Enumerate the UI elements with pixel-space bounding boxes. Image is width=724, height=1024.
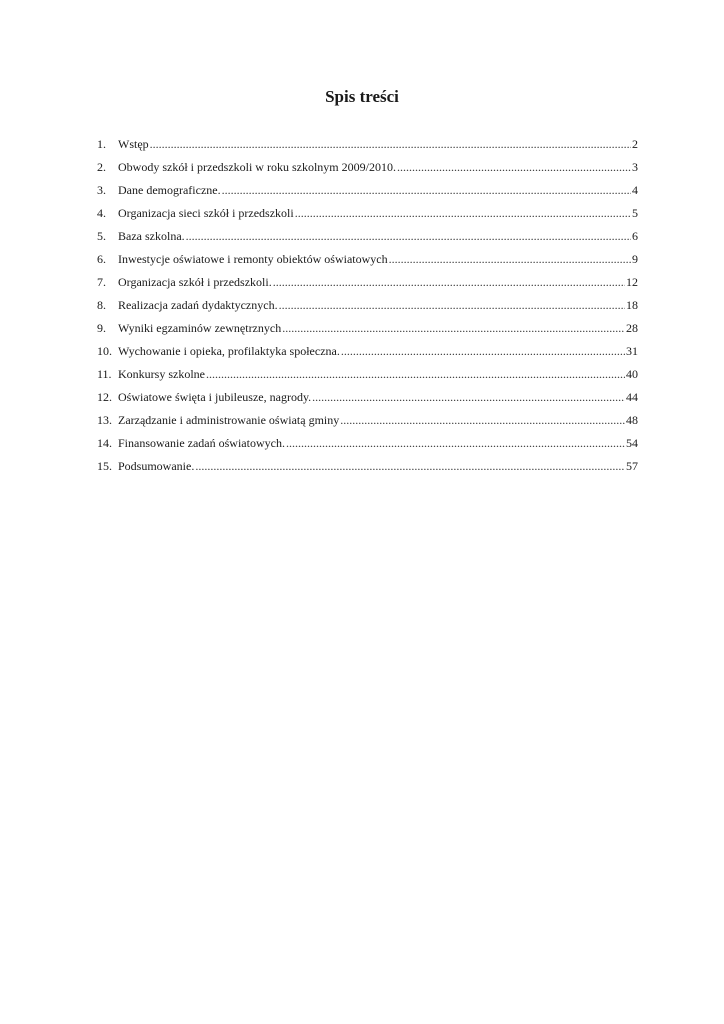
toc-entry-number: 5. [97, 229, 106, 243]
toc-entry-number: 13. [97, 413, 112, 427]
toc-dot-leader [282, 317, 625, 340]
toc-entry-page-number: 57 [626, 459, 638, 473]
toc-entry-title: Konkursy szkolne [118, 367, 205, 381]
toc-entry-page-number: 12 [626, 275, 638, 289]
toc-entry-title: Dane demograficzne. [118, 183, 221, 197]
toc-entry[interactable] [97, 317, 638, 340]
toc-dot-leader [341, 340, 625, 363]
toc-entry[interactable] [97, 133, 638, 156]
toc-entry-page-number: 6 [632, 229, 638, 243]
toc-entry-page-number: 18 [626, 298, 638, 312]
toc-entry[interactable] [97, 340, 638, 363]
toc-entry[interactable] [97, 363, 638, 386]
toc-entry-number: 8. [97, 298, 106, 312]
toc-entry-title: Organizacja sieci szkół i przedszkoli [118, 206, 294, 220]
toc-entry-page-number: 54 [626, 436, 638, 450]
toc-entry-page-number: 31 [626, 344, 638, 358]
toc-dot-leader [389, 248, 631, 271]
toc-entry-number: 10. [97, 344, 112, 358]
table-of-contents [97, 133, 638, 478]
toc-entry-page-number: 40 [626, 367, 638, 381]
toc-entry-title: Obwody szkół i przedszkoli w roku szkolnym 2009/2010. [118, 160, 396, 174]
toc-entry[interactable] [97, 271, 638, 294]
toc-entry-title: Inwestycje oświatowe i remonty obiektów oświatowych [118, 252, 388, 266]
toc-entry-title: Finansowanie zadań oświatowych. [118, 436, 285, 450]
toc-entry-page-number: 5 [632, 206, 638, 220]
toc-dot-leader [295, 202, 631, 225]
toc-entry-number: 1. [97, 137, 106, 151]
toc-entry-page-number: 4 [632, 183, 638, 197]
toc-dot-leader [312, 386, 625, 409]
toc-entry-title: Podsumowanie. [118, 459, 195, 473]
toc-entry-page-number: 3 [632, 160, 638, 174]
toc-entry-page-number: 48 [626, 413, 638, 427]
toc-entry-title: Organizacja szkół i przedszkoli. [118, 275, 272, 289]
toc-entry[interactable] [97, 432, 638, 455]
toc-entry-number: 14. [97, 436, 112, 450]
toc-entry-number: 3. [97, 183, 106, 197]
toc-entry-number: 7. [97, 275, 106, 289]
toc-entry-page-number: 9 [632, 252, 638, 266]
toc-dot-leader [222, 179, 631, 202]
toc-dot-leader [397, 156, 631, 179]
toc-entry[interactable] [97, 202, 638, 225]
toc-entry[interactable] [97, 409, 638, 432]
toc-entry-title: Realizacja zadań dydaktycznych. [118, 298, 278, 312]
toc-entry-number: 12. [97, 390, 112, 404]
toc-entry-title: Baza szkolna. [118, 229, 185, 243]
toc-entry-page-number: 28 [626, 321, 638, 335]
toc-entry[interactable] [97, 386, 638, 409]
toc-entry-title: Zarządzanie i administrowanie oświatą gminy [118, 413, 340, 427]
toc-dot-leader [340, 409, 625, 432]
toc-dot-leader [279, 294, 625, 317]
toc-entry[interactable] [97, 248, 638, 271]
toc-entry[interactable] [97, 225, 638, 248]
toc-entry-number: 9. [97, 321, 106, 335]
toc-entry-title: Wychowanie i opieka, profilaktyka społeczna. [118, 344, 340, 358]
toc-dot-leader [286, 432, 625, 455]
toc-entry-number: 11. [97, 367, 112, 381]
toc-entry-number: 2. [97, 160, 106, 174]
toc-dot-leader [195, 455, 625, 478]
toc-entry[interactable] [97, 179, 638, 202]
toc-entry[interactable] [97, 294, 638, 317]
toc-entry-page-number: 44 [626, 390, 638, 404]
toc-dot-leader [273, 271, 625, 294]
toc-entry-title: Oświatowe święta i jubileusze, nagrody. [118, 390, 312, 404]
toc-dot-leader [186, 225, 631, 248]
toc-entry-number: 4. [97, 206, 106, 220]
toc-entry-page-number: 2 [632, 137, 638, 151]
toc-entry[interactable] [97, 156, 638, 179]
toc-entry[interactable] [97, 455, 638, 478]
toc-entry-number: 6. [97, 252, 106, 266]
toc-entry-title: Wyniki egzaminów zewnętrznych [118, 321, 282, 335]
toc-dot-leader [206, 363, 625, 386]
page-title: Spis treści [325, 87, 399, 106]
toc-dot-leader [150, 133, 631, 156]
toc-entry-number: 15. [97, 459, 112, 473]
toc-entry-title: Wstęp [118, 137, 149, 151]
